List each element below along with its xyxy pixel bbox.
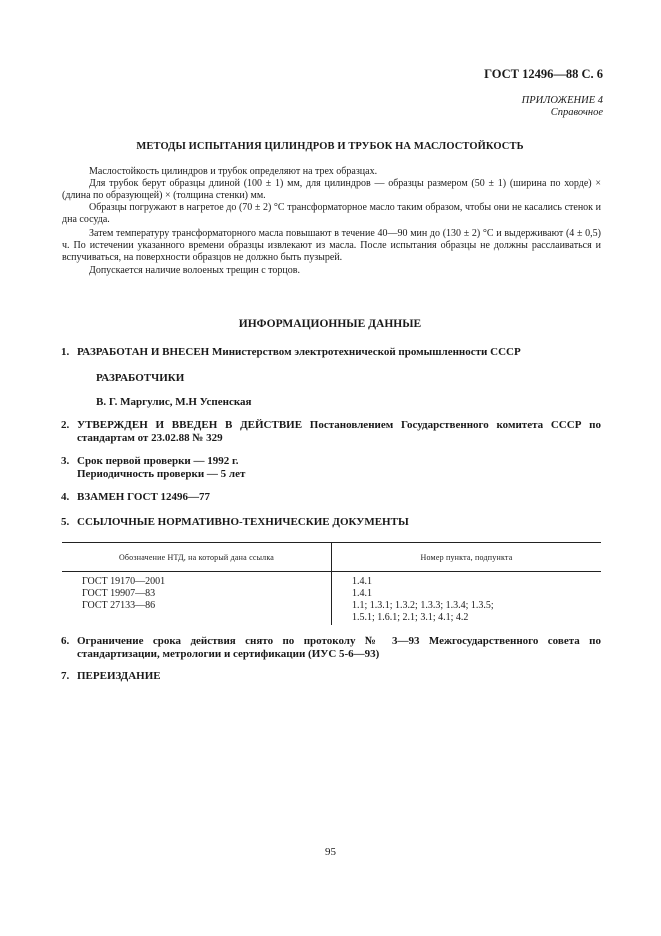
info-item-7 xyxy=(61,670,601,683)
table-row xyxy=(62,572,601,626)
clause-ref: 1.5.1; 1.6.1; 2.1; 3.1; 4.1; 4.2 xyxy=(352,612,469,623)
table-cell-clauses xyxy=(332,572,602,626)
appendix-status: Справочное xyxy=(550,107,603,118)
reference-documents-table xyxy=(62,542,601,625)
paragraph-3: Образцы погружают в нагретое до (70 ± 2) °С трансформаторное масло таким образом, чтобы они не касались стенок и дна сосуда. xyxy=(62,202,601,225)
item-number: 4. xyxy=(61,491,70,503)
item-text: Ограничение срока действия снято по протоколу № 3—93 Межгосударственного совета по стандартизации, метрологии и сертификации (ИУС 5-6—93) xyxy=(77,635,601,660)
developers-names: В. Г. Маргулис, М.Н Успенская xyxy=(96,396,252,408)
document-code: ГОСТ 12496—88 С. 6 xyxy=(484,67,603,81)
item-heading: РАЗРАБОТАН И ВНЕСЕН xyxy=(77,346,210,358)
paragraph-4: Затем температуру трансформаторного масла повышают в течение 40—90 мин до (130 ± 2) °С и выдерживают (4 ± 0,5) ч. По истечении указанного времени образцы извлекают из масла. После испытания образцы не должны расслаиваться и вспучиваться, на поверхности образцов не должно быть пузырей. xyxy=(62,228,601,263)
appendix-label xyxy=(522,95,603,119)
item-number: 1. xyxy=(61,346,70,358)
page-number: 95 xyxy=(325,846,336,858)
info-item-5 xyxy=(61,516,601,529)
table-header-row xyxy=(62,543,601,572)
item-text: Постановлением Государственного комитета СССР по стандартам от 23.02.88 № 329 xyxy=(77,419,601,444)
clause-ref: 1.4.1 xyxy=(352,576,372,587)
info-title: ИНФОРМАЦИОННЫЕ ДАННЫЕ xyxy=(238,318,422,330)
item-heading: ВЗАМЕН ГОСТ 12496—77 xyxy=(77,491,211,503)
column-header-clause: Номер пункта, подпункта xyxy=(332,543,602,572)
check-periodicity: Периодичность проверки — 5 лет xyxy=(77,468,246,480)
info-item-6 xyxy=(61,635,601,661)
paragraph-2: Для трубок берут образцы длиной (100 ± 1) мм, для цилиндров — образцы размером (50 ± 1) (ширина по хорде) × (длина по образующей) × (толщина стенки) мм. xyxy=(62,178,601,201)
developers-label: РАЗРАБОТЧИКИ xyxy=(96,372,185,384)
info-item-2 xyxy=(61,419,601,445)
clause-ref: 1.4.1 xyxy=(352,588,372,599)
item-heading: ССЫЛОЧНЫЕ НОРМАТИВНО-ТЕХНИЧЕСКИЕ ДОКУМЕНТЫ xyxy=(77,516,409,528)
item-number: 5. xyxy=(61,516,70,528)
item-number: 6. xyxy=(61,635,70,647)
item-heading: УТВЕРЖДЕН И ВВЕДЕН В ДЕЙСТВИЕ xyxy=(77,419,303,431)
item-text: Министерством электротехнической промышленности СССР xyxy=(209,346,521,358)
item-number: 2. xyxy=(61,419,70,431)
item-heading: ПЕРЕИЗДАНИЕ xyxy=(77,670,161,682)
first-check-date: Срок первой проверки — 1992 г. xyxy=(77,455,239,467)
table-cell-documents xyxy=(62,572,332,626)
section-title: МЕТОДЫ ИСПЫТАНИЯ ЦИЛИНДРОВ И ТРУБОК НА МАСЛОСТОЙКОСТЬ xyxy=(136,141,524,152)
info-item-4 xyxy=(61,491,601,504)
paragraph-5: Допускается наличие волоеных трещин с торцов. xyxy=(89,265,300,276)
clause-ref: 1.1; 1.3.1; 1.3.2; 1.3.3; 1.3.4; 1.3.5; xyxy=(352,600,494,611)
info-item-3 xyxy=(61,455,601,481)
item-number: 3. xyxy=(61,455,70,467)
document-ref: ГОСТ 19170—2001 xyxy=(82,576,166,587)
document-ref: ГОСТ 27133—86 xyxy=(82,600,156,611)
column-header-document: Обозначение НТД, на который дана ссылка xyxy=(62,543,332,572)
paragraph-1: Маслостойкость цилиндров и трубок определяют на трех образцах. xyxy=(89,166,378,177)
appendix-number: ПРИЛОЖЕНИЕ 4 xyxy=(521,95,603,106)
info-item-1 xyxy=(61,346,601,359)
item-number: 7. xyxy=(61,670,70,682)
document-ref: ГОСТ 19907—83 xyxy=(82,588,156,599)
